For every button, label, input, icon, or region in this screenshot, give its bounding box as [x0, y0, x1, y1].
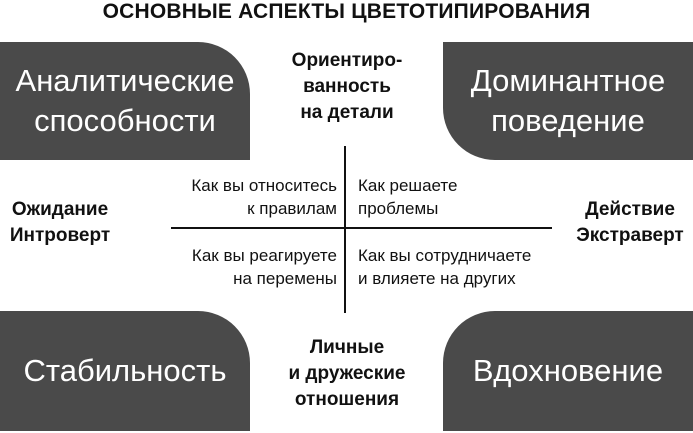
quadrant-tl-line2: к правилам [247, 199, 337, 218]
axis-label-left [0, 197, 120, 249]
axis-label-top-line3: на детали [300, 102, 394, 123]
axis-label-top-line1: Ориентиро- [291, 50, 403, 71]
quadrant-bl-line1: Как вы реагируете [191, 246, 337, 265]
quadrant-text-bottom-right [358, 244, 531, 290]
quadrant-tr-line1: Как решаете [358, 176, 458, 195]
axis-label-right-line2: Экстраверт [576, 225, 684, 246]
axis-label-left-line2: Интроверт [9, 225, 111, 246]
box-stability-line1: Стабильность [23, 353, 227, 388]
axis-label-bottom-line1: Личные [309, 337, 385, 358]
axis-label-right-line1: Действие [585, 199, 675, 220]
box-dominant-line1: Доминантное [470, 63, 666, 98]
box-inspiration [443, 311, 693, 431]
axis-label-bottom-line2: и дружеские [288, 363, 406, 384]
quadrant-tr-line2: проблемы [358, 199, 439, 218]
box-analytical-abilities [0, 42, 250, 160]
box-dominant-line2: поведение [491, 103, 645, 138]
axis-label-top [263, 48, 431, 126]
axis-label-bottom-line3: отношения [294, 389, 400, 410]
quadrant-br-line1: Как вы сотрудничаете [358, 246, 532, 265]
box-analytical-line1: Аналитические [15, 63, 235, 98]
quadrant-text-bottom-left [192, 244, 337, 290]
box-inspiration-line1: Вдохновение [472, 353, 664, 388]
horizontal-axis-line [171, 227, 552, 229]
axis-label-bottom [263, 335, 431, 413]
axis-label-top-line2: ванность [303, 76, 391, 97]
vertical-axis-line [344, 146, 346, 313]
box-dominant-behavior [443, 42, 693, 160]
quadrant-tl-line1: Как вы относитесь [191, 176, 337, 195]
quadrant-text-top-left [191, 174, 337, 220]
box-stability [0, 311, 250, 431]
diagram-title: ОСНОВНЫЕ АСПЕКТЫ ЦВЕТОТИПИРОВАНИЯ [102, 0, 591, 23]
quadrant-text-top-right [358, 174, 457, 220]
axis-label-left-line1: Ожидание [11, 199, 109, 220]
axis-label-right [567, 197, 693, 249]
box-analytical-line2: способности [34, 103, 216, 138]
quadrant-bl-line2: на перемены [233, 269, 337, 288]
quadrant-br-line2: и влияете на других [358, 269, 516, 288]
